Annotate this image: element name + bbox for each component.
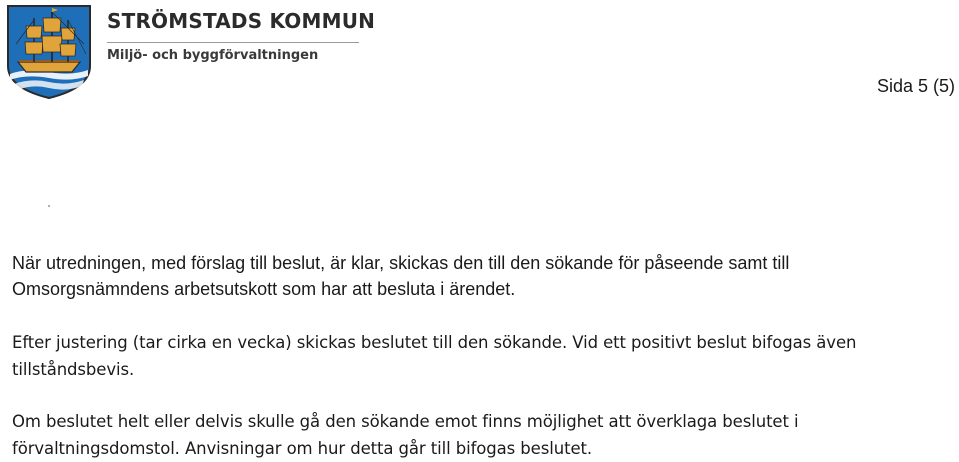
paragraph-line: Omsorgsnämndens arbetsutskott som har att besluta i ärendet. [12,279,516,299]
paragraph-line: tillståndsbevis. [12,360,135,379]
page-number: Sida 5 (5) [876,76,955,96]
letterhead [6,4,376,104]
header-divider [107,42,359,43]
paragraph-decision [12,329,952,383]
paragraph-line: När utredningen, med förslag till beslut, är klar, skickas den till den sökande för påseende samt till [12,253,790,273]
paragraph-appeal [12,408,952,462]
paragraph-line: förvaltningsdomstol. Anvisningar om hur detta går till bifogas beslutet. [12,439,593,458]
paragraph-process [12,250,942,302]
paragraph-line: Efter justering (tar cirka en vecka) skickas beslutet till den sökande. Vid ett positivt beslut bifogas även [12,333,857,352]
paragraph-line: Om beslutet helt eller delvis skulle gå den sökande emot finns möjlighet att överklaga beslutet i [12,412,799,431]
organization-name: STRÖMSTADS KOMMUN [107,9,376,33]
ship-crest-icon [6,4,92,100]
department-name: Miljö- och byggförvaltningen [107,48,319,63]
scan-speck [48,205,50,207]
